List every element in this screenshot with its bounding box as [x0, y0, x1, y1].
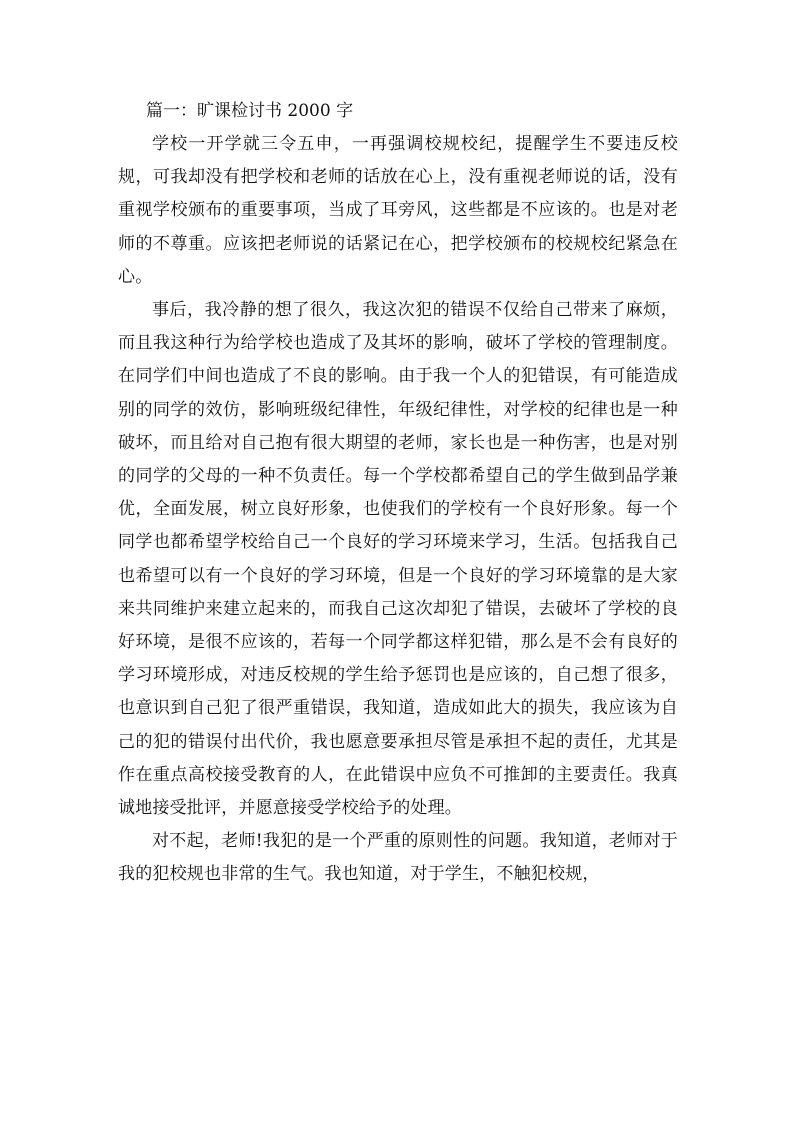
document-title: 篇一：旷课检讨书 2000 字	[146, 101, 354, 121]
paragraph-3: 对不起，老师!我犯的是一个严重的原则性的问题。我知道，老师对于我的犯校规也非常的生气。我也知道，对于学生，不触犯校规，	[118, 831, 678, 885]
paragraph-2: 事后，我冷静的想了很久，我这次犯的错误不仅给自己带来了麻烦，而且我这种行为给学校也造成了及其坏的影响，破坏了学校的管理制度。在同学们中间也造成了不良的影响。由于我一个人的犯错误，有可能造成别的同学的效仿，影响班级纪律性，年级纪律性，对学校的纪律也是一种破坏，而且给对自己抱有很大期望的老师，家长也是一种伤害，也是对别的同学的父母的一种不负责任。每一个学校都希望自己的学生做到品学兼优，全面发展，树立良好形象，也使我们的学校有一个良好形象。每一个同学也都希望学校给自己一个良好的学习环境来学习，生活。包括我自己也希望可以有一个良好的学习环境，但是一个良好的学习环境靠的是大家来共同维护来建立起来的，而我自己这次却犯了错误，去破坏了学校的良好环境，是很不应该的，若每一个同学都这样犯错，那么是不会有良好的学习环境形成，对违反校规的学生给予惩罚也是应该的，自己想了很多，也意识到自己犯了很严重错误，我知道，造成如此大的损失，我应该为自己的犯的错误付出代价，我也愿意要承担尽管是承担不起的责任，尤其是作在重点高校接受教育的人，在此错误中应负不可推卸的主要责任。我真诚地接受批评，并愿意接受学校给予的处理。	[118, 300, 678, 819]
document-body	[118, 95, 678, 892]
paragraph-1: 学校一开学就三令五申，一再强调校规校纪，提醒学生不要违反校规，可我却没有把学校和老师的话放在心上，没有重视老师说的话，没有重视学校颁布的重要事项，当成了耳旁风，这些都是不应该的。也是对老师的不尊重。应该把老师说的话紧记在心，把学校颁布的校规校纪紧急在心。	[118, 134, 678, 287]
